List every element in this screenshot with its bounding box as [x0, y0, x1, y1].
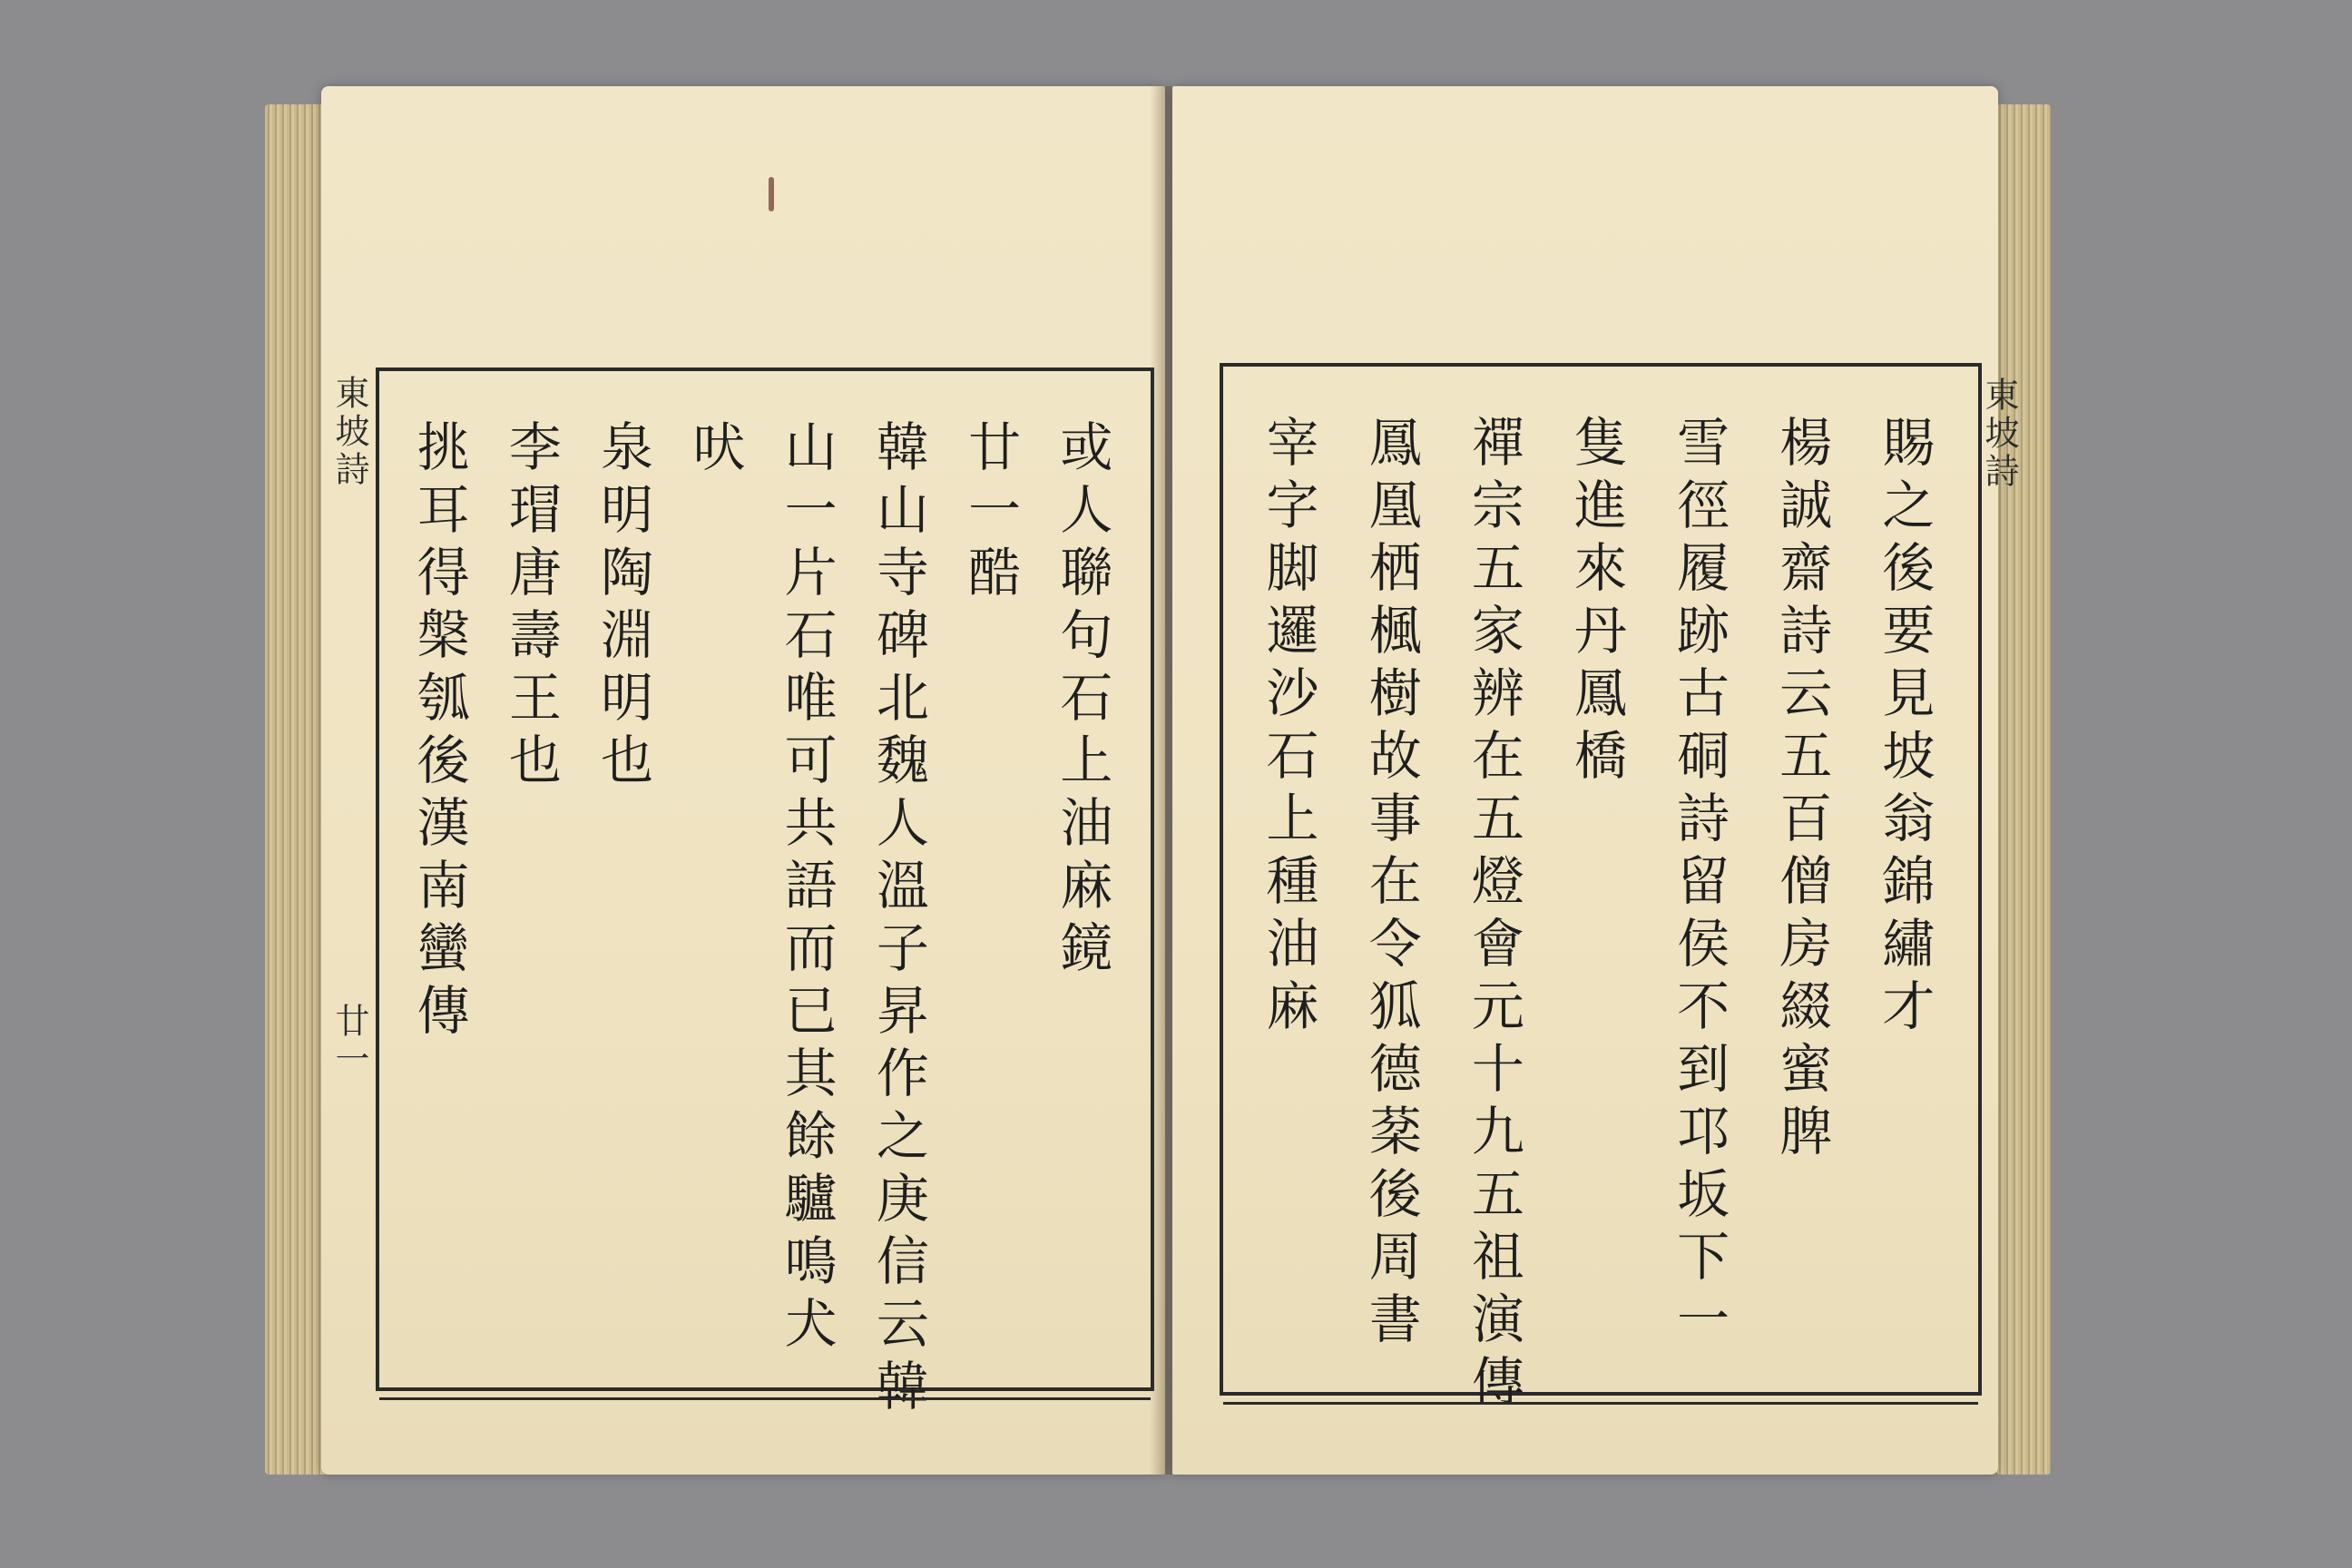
left-text-column: 泉 明 陶 淵 明 也: [601, 416, 654, 791]
left-text-column: 韓 山 寺 碑 北 魏 人 溫 子 昇 作 之 庚 信 云 韓: [876, 416, 929, 1417]
left-text-column: 廿 一 酷: [968, 416, 1022, 603]
right-text-column: 雪 徑 履 跡 古 硐 詩 留 侯 不 到 邛 坂 下 一: [1677, 412, 1730, 1350]
left-text-frame: [376, 368, 1154, 1417]
right-text-frame: [1220, 363, 1982, 1413]
left-text-column: 或 人 聯 句 石 上 油 麻 鏡: [1060, 416, 1113, 979]
right-text-column: 鳳 凰 栖 楓 樹 故 事 在 令 狐 德 棻 後 周 書: [1368, 412, 1422, 1350]
left-text-column: 山 一 片 石 唯 可 共 語 而 已 其 餘 驢 鳴 犬: [784, 416, 838, 1355]
right-text-column: 楊 誠 齋 詩 云 五 百 僧 房 綴 蜜 脾: [1779, 412, 1833, 1162]
left-text-column: 挑 耳 得 槃 瓠 後 漢 南 蠻 傳: [416, 416, 470, 1042]
open-book: [265, 86, 2051, 1497]
right-text-column: 禪 宗 五 家 辨 在 五 燈 會 元 十 九 五 祖 演 傳: [1471, 412, 1524, 1413]
right-text-column: 宰 字 脚 邏 沙 石 上 種 油 麻: [1266, 412, 1319, 1037]
right-margin-title: 東坡詩: [1979, 377, 2019, 491]
left-margin-title: 東坡詩: [329, 375, 369, 489]
left-page: [321, 86, 1165, 1475]
right-page: [1172, 86, 2019, 1475]
page-edge-right: [1996, 104, 2051, 1475]
left-text-column: 李 瑁 唐 壽 王 也: [508, 416, 562, 791]
ink-stain: [769, 177, 774, 211]
right-text-column: 隻 進 來 丹 鳳 橋: [1573, 412, 1627, 787]
left-folio-number: 廿一: [329, 1003, 369, 1079]
left-text-column: 吠: [692, 416, 746, 478]
right-text-column: 賜 之 後 要 見 坡 翁 錦 繡 才: [1882, 412, 1936, 1037]
